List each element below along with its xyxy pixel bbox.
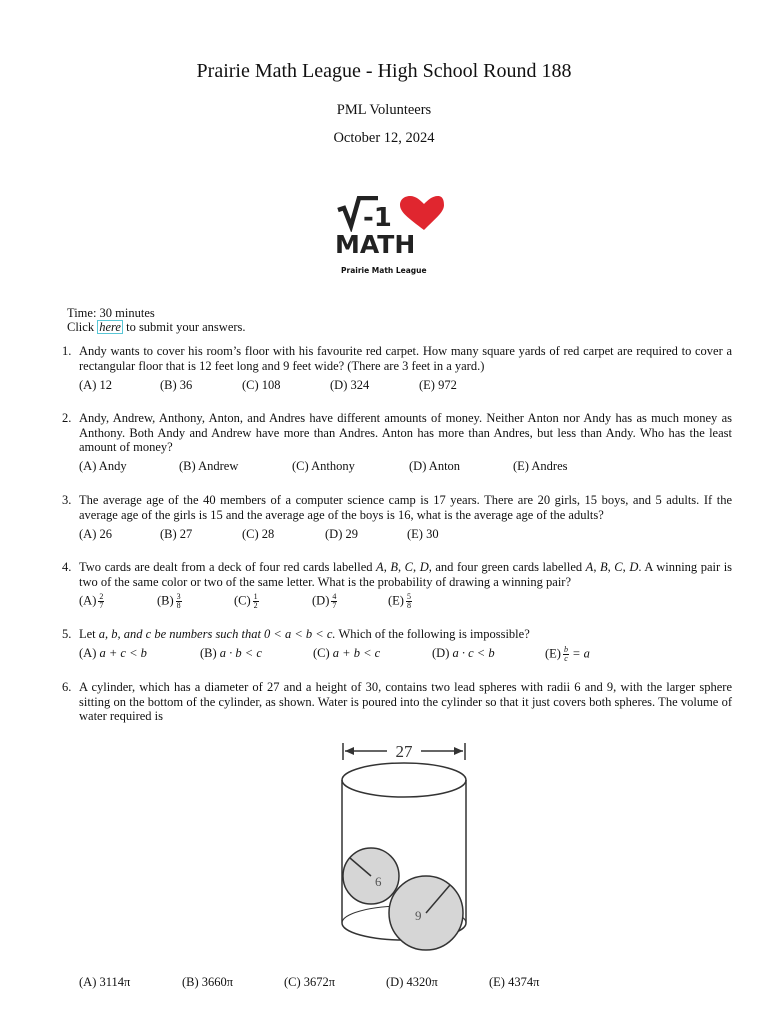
numerator: 4	[332, 592, 337, 601]
text-part: Which of the following is impossible?	[335, 627, 530, 641]
problem-number: 2.	[62, 411, 72, 425]
choice-label: (B)	[200, 646, 217, 660]
numerator: 1	[253, 592, 258, 601]
choice-label: (C)	[313, 646, 330, 660]
math-var: D	[629, 560, 639, 574]
problem-text: Andy, Andrew, Anthony, Anton, and Andres have different amounts of money. Neither Anton nor Andy has as much money as Anthony. Both Andy and Andrew have more than Andres. Anton has more than Andres, but less than Andy. Who has the least amount of money?	[79, 411, 732, 454]
diameter-label: 27	[395, 742, 413, 761]
choice-c[interactable]: (C) Anthony	[292, 459, 355, 473]
numerator: 5	[406, 592, 411, 601]
choice-e[interactable]: (E) 972	[419, 378, 457, 392]
math-var: B	[599, 560, 608, 574]
denominator: 2	[253, 601, 258, 610]
fraction	[253, 593, 259, 610]
choice-d[interactable]	[432, 646, 495, 661]
choice-a[interactable]: (A) 12	[79, 378, 112, 392]
choice-a[interactable]: (A) Andy	[79, 459, 127, 473]
cylinder-spheres-figure	[335, 738, 475, 953]
choice-e[interactable]	[545, 646, 590, 663]
choice-b[interactable]: (B) 36	[160, 378, 193, 392]
choice-c[interactable]: (C) 28	[242, 527, 275, 541]
choice-d[interactable]	[312, 593, 337, 610]
math-expression: a · b < c	[219, 646, 262, 660]
choice-label: (C)	[234, 593, 251, 608]
text-part: ,	[398, 560, 405, 574]
document-author: PML Volunteers	[336, 102, 432, 118]
choice-label: (D)	[312, 593, 330, 608]
large-radius-label: 9	[415, 908, 422, 923]
text-part: Two cards are dealt from a deck of four red cards labelled	[79, 560, 377, 574]
text-part: ,	[607, 560, 615, 574]
denominator: 8	[176, 601, 181, 610]
numerator: 2	[99, 592, 104, 601]
denominator: 8	[406, 601, 411, 610]
problem-number: 3.	[62, 493, 72, 507]
text-part: ,	[383, 560, 391, 574]
math-var: C	[614, 560, 623, 574]
choice-b[interactable]: (B) 3660π	[182, 975, 234, 989]
document-date: October 12, 2024	[333, 130, 435, 146]
submit-link[interactable]: here	[99, 320, 121, 334]
choice-c[interactable]	[234, 593, 259, 610]
problem-text: A cylinder, which has a diameter of 27 and a height of 30, contains two lead spheres with radii 6 and 9, with the larger sphere sitting on the bottom of the cylinder, as shown. Water is poured into the cylinder so that it just covers both spheres. The volume of water required is	[79, 680, 732, 723]
choice-c[interactable]	[313, 646, 380, 661]
math-expression: a + c < b	[99, 646, 147, 660]
sqrt-minus-one-heart-icon	[336, 196, 444, 232]
choice-c[interactable]: (C) 108	[242, 378, 281, 392]
problem-5	[62, 627, 732, 663]
denominator: c	[564, 654, 568, 663]
logo-math-text: MATH	[335, 230, 416, 259]
choice-label: (E)	[545, 646, 561, 661]
choice-e[interactable]: (E) 30	[407, 527, 439, 541]
fraction	[331, 593, 337, 610]
choice-label: (B)	[157, 593, 174, 608]
problem-1	[62, 344, 732, 392]
submit-prefix: Click	[67, 320, 98, 334]
choice-e[interactable]	[388, 593, 412, 610]
choice-label: (E)	[388, 593, 404, 608]
text-part: ,	[622, 560, 630, 574]
choice-d[interactable]: (D) 4320π	[386, 975, 438, 989]
problem-number: 1.	[62, 344, 72, 358]
math-var: A	[376, 560, 384, 574]
choice-d[interactable]: (D) Anton	[409, 459, 461, 473]
choice-b[interactable]: (B) Andrew	[179, 459, 239, 473]
text-part: . A winning pair is two of the same color or two of the same letter. What is the probability of drawing a winning pair?	[79, 560, 733, 589]
math-expression: = a	[568, 646, 590, 661]
time-limit: Time: 30 minutes	[67, 306, 155, 320]
svg-text:-1: -1	[363, 203, 392, 232]
choice-c[interactable]: (C) 3672π	[284, 975, 336, 989]
choice-a[interactable]: (A) 3114π	[79, 975, 131, 989]
choice-a[interactable]: (A) 26	[79, 527, 112, 541]
problem-text: The average age of the 40 members of a computer science camp is 17 years. There are 20 girls, 15 boys, and 5 adults. If the average age of the girls is 15 and the average age of the boys is 16, what is the average age of the adults?	[79, 493, 732, 522]
math-expression: a, b, and c be numbers such that 0 < a < b < c.	[98, 627, 336, 641]
math-var: B	[390, 560, 398, 574]
prairie-math-league-logo	[334, 196, 444, 280]
math-var: D	[419, 560, 429, 574]
choice-a[interactable]	[79, 646, 147, 661]
submit-instruction	[67, 320, 246, 335]
text-part: ,	[413, 560, 420, 574]
choice-label: (A)	[79, 593, 97, 608]
math-expression: a · c < b	[452, 646, 495, 660]
math-var: C	[404, 560, 414, 574]
problem-4	[62, 560, 733, 610]
choice-e[interactable]: (E) 4374π	[489, 975, 540, 989]
choice-a[interactable]	[79, 593, 104, 610]
submit-suffix: to submit your answers.	[122, 320, 246, 334]
problem-3	[62, 493, 732, 541]
text-part: , and four green cards labelled	[428, 560, 586, 574]
choice-b[interactable]: (B) 27	[160, 527, 193, 541]
math-var: A	[585, 560, 594, 574]
denominator: 7	[332, 601, 337, 610]
denominator: 7	[99, 601, 104, 610]
choice-b[interactable]	[200, 646, 262, 661]
problem-text	[79, 560, 732, 589]
numerator: b	[563, 645, 568, 654]
choice-d[interactable]: (D) 324	[330, 378, 370, 392]
choice-e[interactable]: (E) Andres	[513, 459, 568, 473]
choice-label: (D)	[432, 646, 450, 660]
numerator: 3	[176, 592, 181, 601]
math-expression: a + b < c	[332, 646, 381, 660]
document-title: Prairie Math League - High School Round 188	[196, 60, 572, 82]
problem-text: Andy wants to cover his room’s floor with his favourite red carpet. How many square yards of red carpet are required to cover a rectangular floor that is 12 feet long and 9 feet wide? (There are 3 feet in a yard.)	[79, 344, 732, 373]
text-part: Let	[79, 627, 99, 641]
fraction	[98, 593, 104, 610]
text-part: ,	[593, 560, 600, 574]
problem-number: 4.	[62, 560, 72, 574]
problem-number: 5.	[62, 627, 72, 641]
fraction	[176, 593, 182, 610]
problem-6	[62, 680, 732, 724]
small-radius-label: 6	[375, 874, 382, 889]
logo-caption: Prairie Math League	[341, 266, 427, 275]
problem-text	[79, 627, 732, 642]
problem-2	[62, 411, 732, 473]
problem-number: 6.	[62, 680, 72, 694]
choice-b[interactable]	[157, 593, 182, 610]
choice-d[interactable]: (D) 29	[325, 527, 358, 541]
choice-label: (A)	[79, 646, 97, 660]
fraction	[406, 593, 412, 610]
